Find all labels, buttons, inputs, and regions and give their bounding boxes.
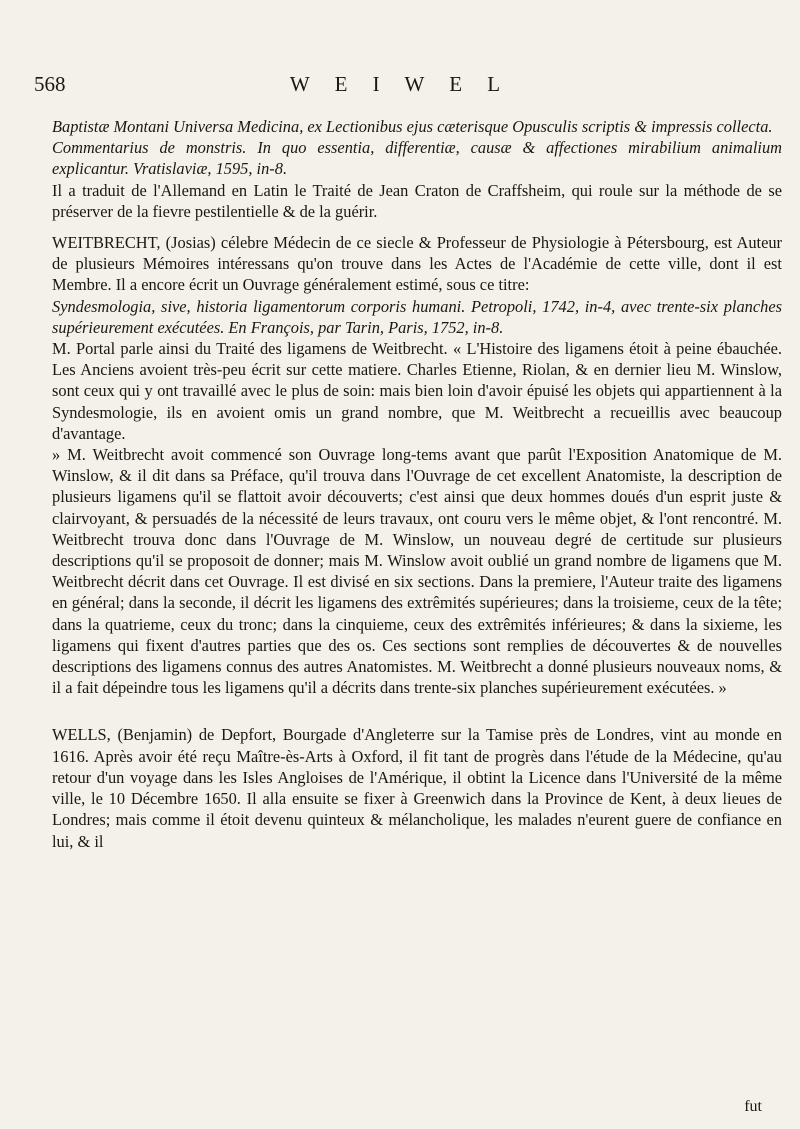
paragraph-baptistae-montani: Baptistæ Montani Universa Medicina, ex Lectionibus ejus cæterisque Opusculis scriptis & impressis collecta.	[52, 117, 773, 136]
body-text	[52, 116, 782, 852]
paragraph-weitbrecht-ouvrage: » M. Weitbrecht avoit commencé son Ouvrage long-tems avant que parût l'Exposition Anatomique de M. Winslow, & il dit dans sa Préface, qu'il trouva dans l'Ouvrage de cet excellent Anatomiste, la description de plusieurs ligamens qu'il se flattoit avoir découverts; c'est ainsi que deux hommes doués d'un esprit juste & clairvoyant, & persuadés de la nécessité de leurs travaux, ont couru vers le même objet, & l'ont rencontré. M. Weitbrecht trouva donc dans l'Ouvrage de M. Winslow, un nouveau degré de certitude sur plusieurs descriptions qu'il se proposoit de donner; mais M. Winslow avoit oublié un grand nombre de ligamens que M. Weitbrecht décrit dans cet Ouvrage. Il est divisé en six sections. Dans la premiere, l'Auteur traite des ligamens en général; dans la seconde, il décrit les ligamens des extrêmités supérieures; dans la troisieme, ceux de la tête; dans la quatrieme, ceux du tronc; dans la cinquieme, ceux des extrêmités inférieures; & dans la sixieme, les ligamens qui fixent d'autres parties que des os. Ces sections sont remplies de découvertes & de nouvelles descriptions des ligamens connus des autres Anatomistes. M. Weitbrecht a donné plusieurs nouveaux noms, & il a fait dépeindre tous les ligamens qu'il a décrits dans trente-six planches supérieurement exécutées. »	[52, 445, 782, 698]
spacer	[52, 698, 782, 724]
page-header	[0, 72, 800, 96]
paragraph-syndesmologia: Syndesmologia, sive, historia ligamentorum corporis humani. Petropoli, 1742, in-4, avec trente-six planches supérieurement exécutées. En François, par Tarin, Paris, 1752, in-8.	[52, 296, 782, 337]
running-head: W E I W E L	[289, 72, 511, 96]
paragraph-weitbrecht-entry: WEITBRECHT, (Josias) célebre Médecin de ce siecle & Professeur de Physiologie à Pétersbourg, est Auteur de plusieurs Mémoires intéressans qu'on trouve dans les Actes de l'Académie de cette ville, dont il est Membre. Il a encore écrit un Ouvrage généralement estimé, sous ce titre:	[52, 233, 782, 295]
catchword: fut	[744, 1098, 762, 1115]
paragraph-portal-quote: M. Portal parle ainsi du Traité des ligamens de Weitbrecht. « L'Histoire des ligamens étoit à peine ébauchée. Les Anciens avoient très-peu écrit sur cette matiere. Charles Etienne, Riolan, & en dernier lieu M. Winslow, sont ceux qui y ont travaillé avec le plus de soin: mais bien loin d'avoir épuisé les objets qui appartiennent à la Syndesmologie, ils en avoient omis un grand nombre, que M. Weitbrecht a recueillis avec beaucoup d'avantage.	[52, 339, 782, 443]
paragraph-wells-entry: WELLS, (Benjamin) de Depfort, Bourgade d'Angleterre sur la Tamise près de Londres, vint au monde en 1616. Après avoir été reçu Maître-ès-Arts à Oxford, il fit tant de progrès dans l'étude de la Médecine, qu'au retour d'un voyage dans les Isles Angloises de l'Amérique, il obtint la Licence dans l'Université de la même ville, le 10 Décembre 1650. Il alla ensuite se fixer à Greenwich dans la Province de Kent, à deux lieues de Londres; mais comme il étoit devenu quinteux & mélancholique, les malades n'eurent guere de confiance en lui, & il	[52, 725, 782, 851]
spacer	[52, 222, 782, 232]
page-number: 568	[34, 72, 66, 96]
paragraph-commentarius-monstris: Commentarius de monstris. In quo essentia, differentiæ, causæ & affectiones mirabilium animalium explicantur. Vratislaviæ, 1595, in-8.	[52, 138, 782, 179]
paragraph-traduit-allemand: Il a traduit de l'Allemand en Latin le Traité de Jean Craton de Craffsheim, qui roule sur la méthode de se préserver de la fievre pestilentielle & de la guérir.	[52, 180, 782, 221]
